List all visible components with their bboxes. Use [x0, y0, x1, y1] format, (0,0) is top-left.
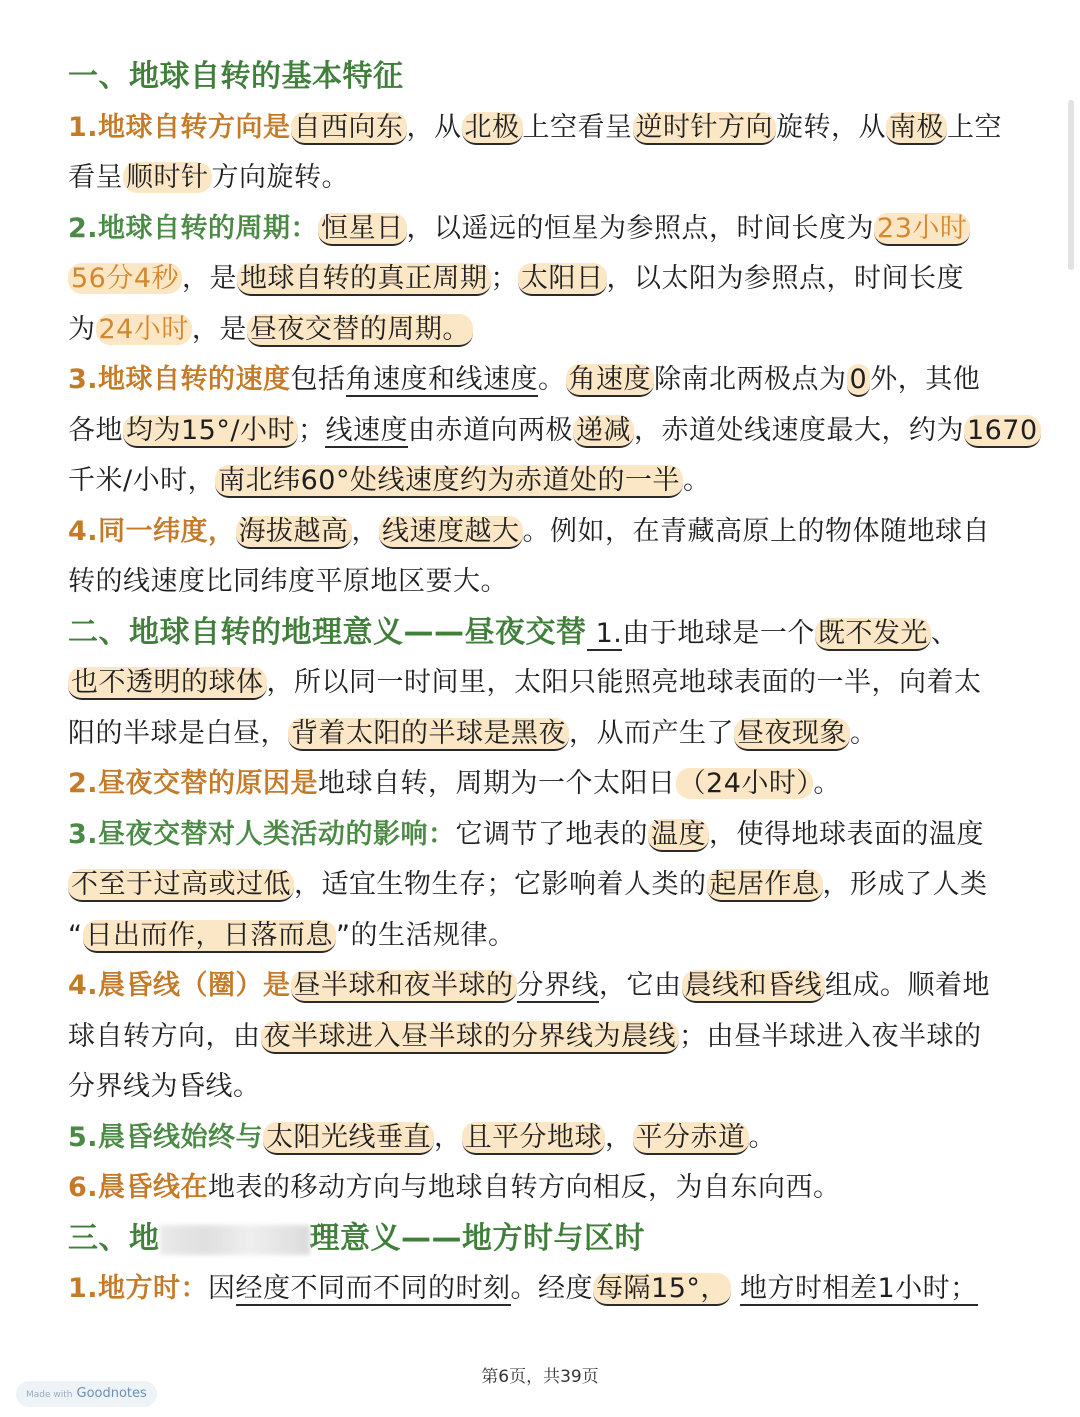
text-segment: 经度不同而不同的时刻 [235, 1273, 511, 1304]
text-segment: ，它由 [599, 970, 682, 1001]
text-segment: 分界线为昏线。 [68, 1071, 261, 1102]
text-segment: 昼夜现象 [734, 718, 850, 751]
text-segment: 背着太阳的半球是黑夜 [288, 718, 569, 751]
text-line [68, 658, 1028, 709]
text-segment: 千米/小时， [68, 465, 216, 496]
text-line [68, 305, 1028, 356]
text-segment: 。 [682, 465, 711, 496]
text-segment: ，适宜生物生存；它影响着人类的 [294, 869, 707, 900]
text-segment: 它调节了地表的 [455, 818, 649, 850]
text-line [68, 810, 1028, 861]
scrollbar[interactable] [1068, 100, 1074, 270]
text-segment: 3.地球自转的速度 [68, 364, 291, 395]
text-line [68, 1113, 1028, 1164]
text-segment: 。 [538, 364, 566, 395]
text-segment: 昼夜交替的周期。 [247, 314, 473, 347]
text-segment: 因 [208, 1273, 236, 1304]
text-segment: 南北纬60°处线速度约为赤道处的一半 [215, 465, 683, 498]
text-segment: 包括 [290, 364, 346, 395]
text-line [68, 860, 1028, 911]
text-segment: ， [351, 515, 380, 547]
text-segment: 既不发光 [815, 618, 931, 651]
text-line [68, 456, 1028, 507]
text-segment: ； [297, 414, 326, 446]
text-segment: 除南北两极点为 [654, 364, 847, 395]
badge-brand: Goodnotes [76, 1386, 147, 1401]
section-heading: 二、地球自转的地理意义——昼夜交替 [68, 614, 587, 650]
text-segment: ，以遥远的恒星为参照点，时间长度为 [406, 212, 875, 244]
text-segment: 不至于过高或过低 [68, 869, 294, 902]
text-segment: 夜半球进入昼半球的分界线为晨线 [261, 1021, 680, 1054]
text-segment: 3.昼夜交替对人类活动的影响： [68, 818, 456, 850]
text-segment: 各地 [68, 414, 123, 446]
text-segment: 、 [930, 617, 959, 649]
text-segment: 。经度 [510, 1273, 594, 1304]
text-segment: ，以太阳为参照点，时间长度 [606, 263, 965, 294]
text-segment: 线速度越大 [379, 516, 523, 549]
text-segment: 角速度和线速度 [345, 364, 539, 395]
goodnotes-badge [16, 1381, 157, 1407]
text-segment: 每隔15°， [593, 1273, 731, 1306]
text-segment: ，所以同一时间里，太阳只能照亮地球表面的一半，向着太 [266, 667, 982, 698]
text-segment: 1.地球自转方向是 [68, 111, 291, 143]
text-line [68, 1214, 1028, 1265]
text-segment [731, 1273, 740, 1304]
text-segment: 。 [748, 1121, 777, 1153]
text-segment: ，是 [182, 263, 238, 294]
section-heading: 理意义——地方时与区时 [309, 1220, 645, 1256]
text-segment: 阳的半球是白昼， [68, 717, 288, 749]
text-segment: 4.晨昏线（圈）是 [68, 970, 291, 1001]
section-heading: 一、地球自转的基本特征 [68, 59, 404, 94]
text-line [68, 1062, 1028, 1113]
text-segment: （24小时） [676, 768, 814, 799]
text-line [68, 709, 1028, 760]
text-line [68, 911, 1028, 962]
text-segment: 看呈 [68, 162, 123, 193]
text-segment: 恒星日 [318, 213, 407, 246]
badge-prefix: Made with [26, 1390, 73, 1400]
text-line [68, 103, 1028, 154]
section-heading: 三、地 [68, 1220, 160, 1256]
text-segment: 分界线 [516, 970, 600, 1001]
text-segment: 外，其他 [870, 364, 981, 395]
text-segment: 递减 [573, 415, 634, 448]
text-segment: 23小时 [874, 213, 970, 246]
text-segment: 转的线速度比同纬度平原地区要大。 [68, 566, 508, 597]
text-segment: 56分4秒 [68, 263, 182, 294]
text-segment: ，形成了人类 [822, 869, 988, 900]
text-segment: 晨线和昏线 [682, 970, 826, 1003]
text-segment: 组成。顺着地 [825, 970, 991, 1001]
text-segment: ，使得地球表面的温度 [709, 818, 985, 850]
text-segment: 南极 [886, 112, 947, 145]
text-segment: ，从而产生了 [569, 717, 734, 749]
text-segment: 角速度 [566, 364, 655, 397]
text-segment: ”的生活规律。 [336, 919, 516, 951]
text-line [68, 557, 1028, 608]
text-segment: 太阳光线垂直 [263, 1122, 434, 1155]
text-line [68, 153, 1028, 204]
text-segment: 0 [847, 364, 871, 397]
text-line [68, 1163, 1028, 1214]
text-segment: ， [434, 1121, 462, 1153]
text-segment: 。例如，在青藏高原上的物体随地球自 [522, 515, 991, 547]
text-segment: 北极 [462, 112, 523, 145]
text-segment: 2.昼夜交替的原因是 [68, 768, 319, 799]
text-segment: 旋转，从 [776, 111, 887, 143]
text-segment: 平分赤道 [633, 1122, 749, 1155]
text-segment: 24小时 [96, 314, 192, 345]
text-line [68, 608, 1028, 659]
text-segment: 起居作息 [707, 869, 823, 902]
text-line [68, 759, 1028, 810]
text-segment: 昼半球和夜半球的 [291, 970, 517, 1003]
text-segment: 1. [586, 617, 623, 649]
text-segment: 球自转方向，由 [68, 1020, 261, 1052]
text-segment: 方向旋转。 [211, 162, 349, 193]
text-line [68, 406, 1038, 457]
note-content [68, 52, 1038, 1315]
text-segment: “ [68, 919, 83, 951]
text-segment: 上空 [947, 111, 1003, 143]
text-segment: 温度 [648, 819, 709, 852]
text-segment: 2.地球自转的周期： [68, 212, 319, 244]
text-segment: ，赤道处线速度最大，约为 [633, 414, 964, 446]
text-line [68, 1012, 1028, 1063]
text-segment: 顺时针 [123, 162, 212, 193]
text-segment: 地球自转，周期为一个太阳日 [318, 768, 676, 799]
text-segment: ，是 [191, 313, 247, 345]
text-segment: 由于地球是一个 [622, 617, 815, 649]
text-segment: 自西向东 [291, 112, 407, 145]
text-segment: ；由昼半球进入夜半球的 [679, 1020, 982, 1052]
text-segment: ， [605, 1121, 633, 1153]
text-line [68, 52, 1028, 103]
text-segment: 。 [850, 717, 878, 749]
text-segment: ； [490, 263, 519, 294]
text-line [68, 204, 1028, 255]
text-segment: 日出而作，日落而息 [83, 920, 337, 953]
text-segment: 也不透明的球体 [68, 667, 267, 700]
blurred-text [160, 1225, 310, 1255]
text-segment: 且平分地球 [462, 1122, 606, 1155]
text-segment: 均为15°/小时 [123, 415, 298, 448]
text-segment: 。 [813, 768, 841, 799]
text-line [68, 355, 1028, 406]
text-segment: 1670 [964, 415, 1041, 448]
text-segment: 地球自转的真正周期 [237, 263, 491, 296]
text-segment: 上空看呈 [522, 111, 633, 143]
text-segment: 地方时相差1小时； [740, 1273, 978, 1304]
text-segment: 由赤道向两极 [407, 414, 573, 446]
text-segment: 5.晨昏线始终与 [68, 1121, 264, 1153]
text-segment: 海拔越高 [236, 516, 352, 549]
text-segment: 4.同一纬度， [68, 515, 236, 547]
text-line [68, 961, 1028, 1012]
text-segment: 6.晨昏线在 [68, 1172, 209, 1203]
text-segment: 太阳日 [518, 263, 607, 296]
text-line [68, 507, 1028, 558]
text-segment: 逆时针方向 [633, 112, 777, 145]
text-line [68, 254, 1028, 305]
text-segment: ，从 [406, 111, 462, 143]
text-segment: 为 [68, 313, 96, 345]
text-line [68, 1264, 1028, 1315]
text-segment: 地表的移动方向与地球自转方向相反，为自东向西。 [208, 1172, 841, 1203]
page-number: 第6页，共39页 [481, 1367, 599, 1387]
text-segment: 1.地方时： [68, 1273, 209, 1304]
text-segment: 线速度 [325, 414, 408, 446]
